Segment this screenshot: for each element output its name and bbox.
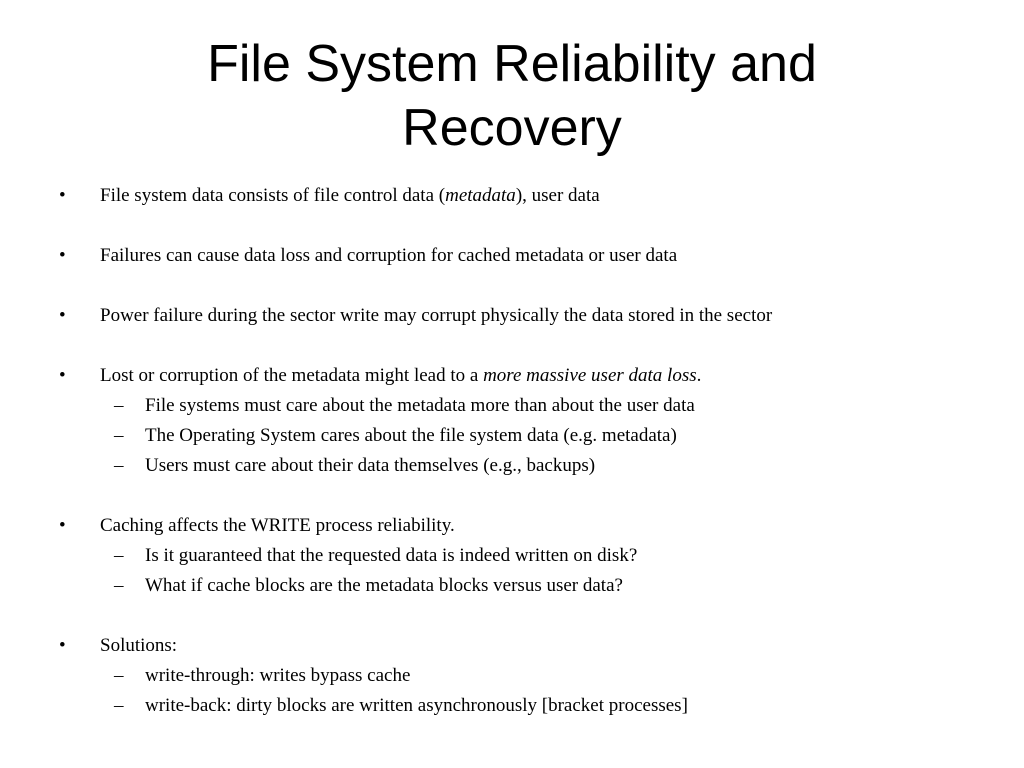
bullet-4-text-pre: Lost or corruption of the metadata might lead to a [100, 365, 484, 386]
bullet-marker: • [59, 305, 66, 326]
bullet-6-sub-1: write-through: writes bypass cache [145, 665, 411, 686]
bullet-marker: • [59, 365, 66, 386]
bullet-4-emphasis: more massive user data loss [483, 365, 697, 386]
sub-bullet-marker: – [114, 395, 124, 416]
bullet-marker: • [59, 245, 66, 266]
bullet-4-sub-2: The Operating System cares about the file system data (e.g. metadata) [145, 425, 677, 446]
bullet-4-sub-1: File systems must care about the metadata more than about the user data [145, 395, 695, 416]
bullet-2: Failures can cause data loss and corruption for cached metadata or user data [100, 245, 678, 266]
sub-bullet-marker: – [114, 455, 124, 476]
bullet-1 [100, 184, 600, 208]
bullet-4 [100, 364, 701, 388]
bullet-3: Power failure during the sector write may corrupt physically the data stored in the sector [100, 305, 773, 326]
bullet-6-sub-2: write-back: dirty blocks are written asynchronously [bracket processes] [145, 695, 688, 716]
sub-bullet-marker: – [114, 695, 124, 716]
bullet-1-text-post: ), user data [515, 185, 600, 206]
sub-bullet-marker: – [114, 425, 124, 446]
sub-bullet-marker: – [114, 545, 124, 566]
bullet-4-sub-3: Users must care about their data themselves (e.g., backups) [145, 455, 596, 476]
bullet-marker: • [59, 185, 66, 206]
slide-title: File System Reliability and Recovery [207, 35, 817, 157]
bullet-marker: • [59, 515, 66, 536]
sub-bullet-marker: – [114, 575, 124, 596]
bullet-5-sub-2: What if cache blocks are the metadata blocks versus user data? [145, 575, 623, 596]
bullet-1-text-pre: File system data consists of file control data ( [100, 185, 446, 206]
bullet-5-sub-1: Is it guaranteed that the requested data is indeed written on disk? [145, 545, 638, 566]
bullet-5: Caching affects the WRITE process reliability. [100, 515, 455, 536]
bullet-marker: • [59, 635, 66, 656]
bullet-1-emphasis: metadata [445, 185, 516, 206]
sub-bullet-marker: – [114, 665, 124, 686]
bullet-6: Solutions: [100, 635, 178, 656]
bullet-4-text-post: . [696, 365, 702, 386]
